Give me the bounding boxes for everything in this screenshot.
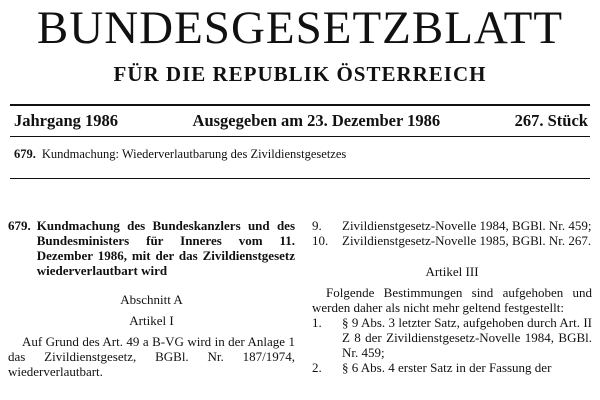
- toc-rule-bottom: [10, 178, 590, 179]
- decree-title: Kundmachung des Bundeskanzlers und des Bundesministers für Inneres vom 11. Dezember 1986, mit der das Zivildienstgesetz wiederverlautbart wird: [36, 218, 295, 278]
- issue-piece: 267. Stück: [514, 111, 588, 130]
- gazette-masthead: BUNDESGESETZBLATT: [36, 2, 564, 54]
- section-heading: Abschnitt A: [120, 292, 183, 307]
- right-column: [312, 218, 592, 375]
- header-rule-middle: [10, 136, 590, 137]
- list-item-number: 9.: [312, 218, 322, 233]
- issue-date: Ausgegeben am 23. Dezember 1986: [192, 111, 441, 130]
- issue-info-row: [14, 111, 588, 131]
- article-paragraph: Auf Grund des Art. 49 a B-VG wird in der Anlage 1 das Zivildienstgesetz, BGBl. Nr. 187/1974, wiederverlautbart.: [8, 334, 295, 379]
- list-item-text: § 9 Abs. 3 letzter Satz, aufgehoben durch Art. II Z 8 der Zivildienstgesetz-Novelle 1984, BGBl. Nr. 459;: [342, 315, 592, 360]
- issue-year: Jahrgang 1986: [14, 111, 119, 130]
- list-item-text: Zivildienstgesetz-Novelle 1984, BGBl. Nr. 459;: [342, 218, 592, 233]
- decree-heading: [8, 218, 295, 278]
- article-paragraph: Folgende Bestimmungen sind aufgehoben und werden daher als nicht mehr geltend festgestellt:: [312, 285, 592, 315]
- toc-text: Kundmachung: Wiederverlautbarung des Zivildienstgesetzes: [41, 147, 347, 161]
- list-item-text: Zivildienstgesetz-Novelle 1985, BGBl. Nr. 267.: [342, 233, 592, 248]
- list-item: [312, 360, 592, 375]
- left-column: [8, 218, 295, 379]
- list-item: [312, 315, 592, 360]
- list-item-number: 1.: [312, 315, 322, 330]
- article-heading: Artikel I: [129, 313, 174, 328]
- decree-number: 679.: [8, 218, 31, 233]
- list-item-text: § 6 Abs. 4 erster Satz in der Fassung der: [342, 360, 552, 375]
- list-item: [312, 218, 592, 233]
- list-item: [312, 233, 592, 248]
- gazette-subtitle: FÜR DIE REPUBLIK ÖSTERREICH: [113, 62, 487, 86]
- list-item-number: 2.: [312, 360, 322, 375]
- header-rule-top: [10, 104, 590, 106]
- list-item-number: 10.: [312, 233, 329, 248]
- toc-number: 679.: [14, 147, 36, 161]
- table-of-contents-entry: [14, 147, 346, 162]
- article-heading: Artikel III: [425, 264, 479, 279]
